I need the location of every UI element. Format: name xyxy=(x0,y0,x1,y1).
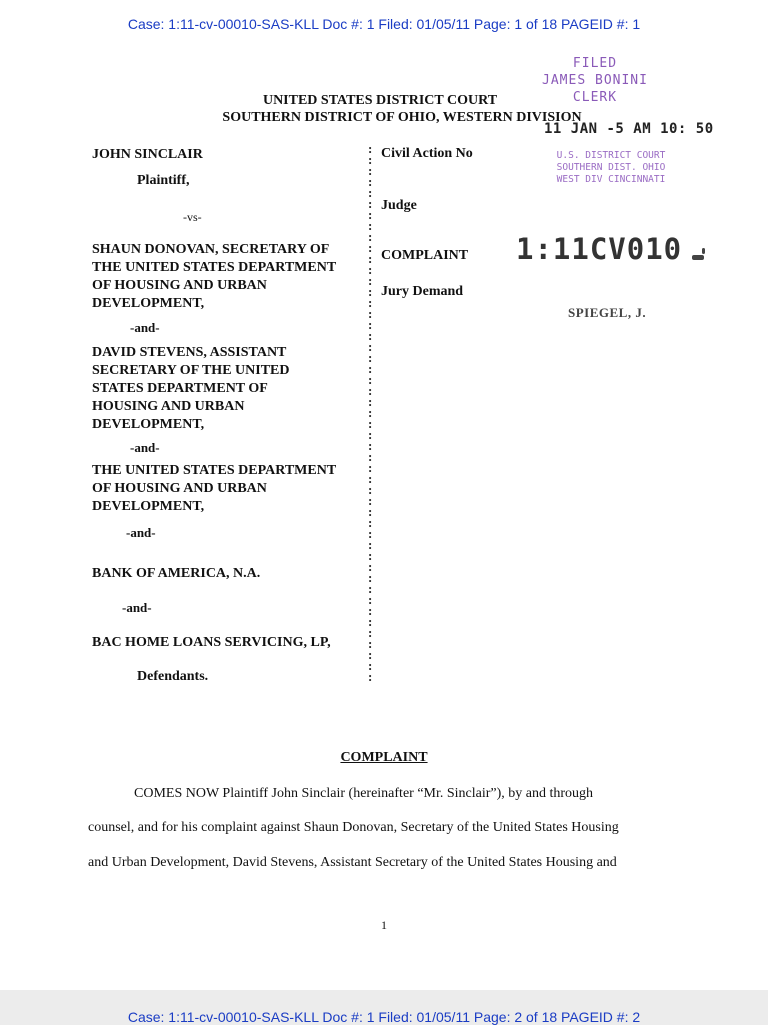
and-separator: -and- xyxy=(122,600,152,615)
judge-label: Judge xyxy=(381,198,417,213)
filed-stamp-title: FILED xyxy=(572,56,618,71)
page-number: 1 xyxy=(381,918,387,932)
defendant-line: SECRETARY OF THE UNITED xyxy=(92,363,290,378)
next-page-header: Case: 1:11-cv-00010-SAS-KLL Doc #: 1 Filed: 01/05/11 Page: 2 of 18 PAGEID #: 2 xyxy=(127,1009,641,1025)
plaintiff-name: JOHN SINCLAIR xyxy=(92,147,203,162)
defendant-line: DEVELOPMENT, xyxy=(92,417,205,432)
caption-divider: : : : : : : : : : : : : : : : : : : : : : : : : : : : : : : : : : : : : : : : : : : : : : : : : : xyxy=(368,141,373,684)
and-separator: -and- xyxy=(130,320,160,335)
court-stamp-line3: WEST DIV CINCINNATI xyxy=(556,174,666,185)
defendant-bac-home-loans: BAC HOME LOANS SERVICING, LP, xyxy=(92,635,331,650)
date-stamp: 11 JAN -5 AM 10: 50 xyxy=(544,121,714,137)
body-line: counsel, and for his complaint against Shaun Donovan, Secretary of the United States Housing xyxy=(88,820,619,835)
defendant-line: SHAUN DONOVAN, SECRETARY OF xyxy=(92,242,330,257)
defendant-line: OF HOUSING AND URBAN xyxy=(92,481,267,496)
defendant-hud xyxy=(92,462,336,516)
versus-label: -vs- xyxy=(183,210,202,224)
case-number-stamp: 1:11CV010 xyxy=(516,232,683,266)
defendant-line: DEVELOPMENT, xyxy=(92,296,205,311)
defendant-stevens xyxy=(92,344,290,434)
defendant-donovan xyxy=(92,241,336,313)
document-title: COMPLAINT xyxy=(340,750,428,765)
body-line: and Urban Development, David Stevens, Assistant Secretary of the United States Housing and xyxy=(88,855,617,870)
ink-smudge xyxy=(692,255,704,260)
court-division: SOUTHERN DISTRICT OF OHIO, WESTERN DIVISION xyxy=(222,110,582,125)
defendant-line: THE UNITED STATES DEPARTMENT xyxy=(92,463,337,478)
defendant-line: DEVELOPMENT, xyxy=(92,499,205,514)
and-separator: -and- xyxy=(126,525,156,540)
ink-smudge xyxy=(702,248,705,254)
defendant-bank-of-america: BANK OF AMERICA, N.A. xyxy=(92,566,261,581)
defendants-role: Defendants. xyxy=(137,669,209,684)
defendant-line: THE UNITED STATES DEPARTMENT xyxy=(92,260,337,275)
court-stamp-line2: SOUTHERN DIST. OHIO xyxy=(556,162,666,173)
filed-stamp-clerk-name: JAMES BONINI xyxy=(542,73,648,88)
filed-stamp-clerk: CLERK xyxy=(572,90,618,105)
judge-stamp: SPIEGEL, J. xyxy=(568,305,647,320)
and-separator: -and- xyxy=(130,440,160,455)
defendant-line: STATES DEPARTMENT OF xyxy=(92,381,268,396)
complaint-label: COMPLAINT xyxy=(381,248,469,263)
defendant-line: DAVID STEVENS, ASSISTANT xyxy=(92,345,287,360)
plaintiff-role: Plaintiff, xyxy=(137,173,190,188)
body-line: COMES NOW Plaintiff John Sinclair (hereinafter “Mr. Sinclair”), by and through xyxy=(134,786,594,801)
court-name: UNITED STATES DISTRICT COURT xyxy=(262,93,498,108)
defendant-line: HOUSING AND URBAN xyxy=(92,399,245,414)
civil-action-label: Civil Action No xyxy=(381,146,473,161)
jury-demand-label: Jury Demand xyxy=(381,284,464,299)
court-stamp xyxy=(550,150,672,186)
page-header: Case: 1:11-cv-00010-SAS-KLL Doc #: 1 Filed: 01/05/11 Page: 1 of 18 PAGEID #: 1 xyxy=(127,16,641,32)
defendant-line: OF HOUSING AND URBAN xyxy=(92,278,267,293)
court-stamp-line1: U.S. DISTRICT COURT xyxy=(556,150,666,161)
